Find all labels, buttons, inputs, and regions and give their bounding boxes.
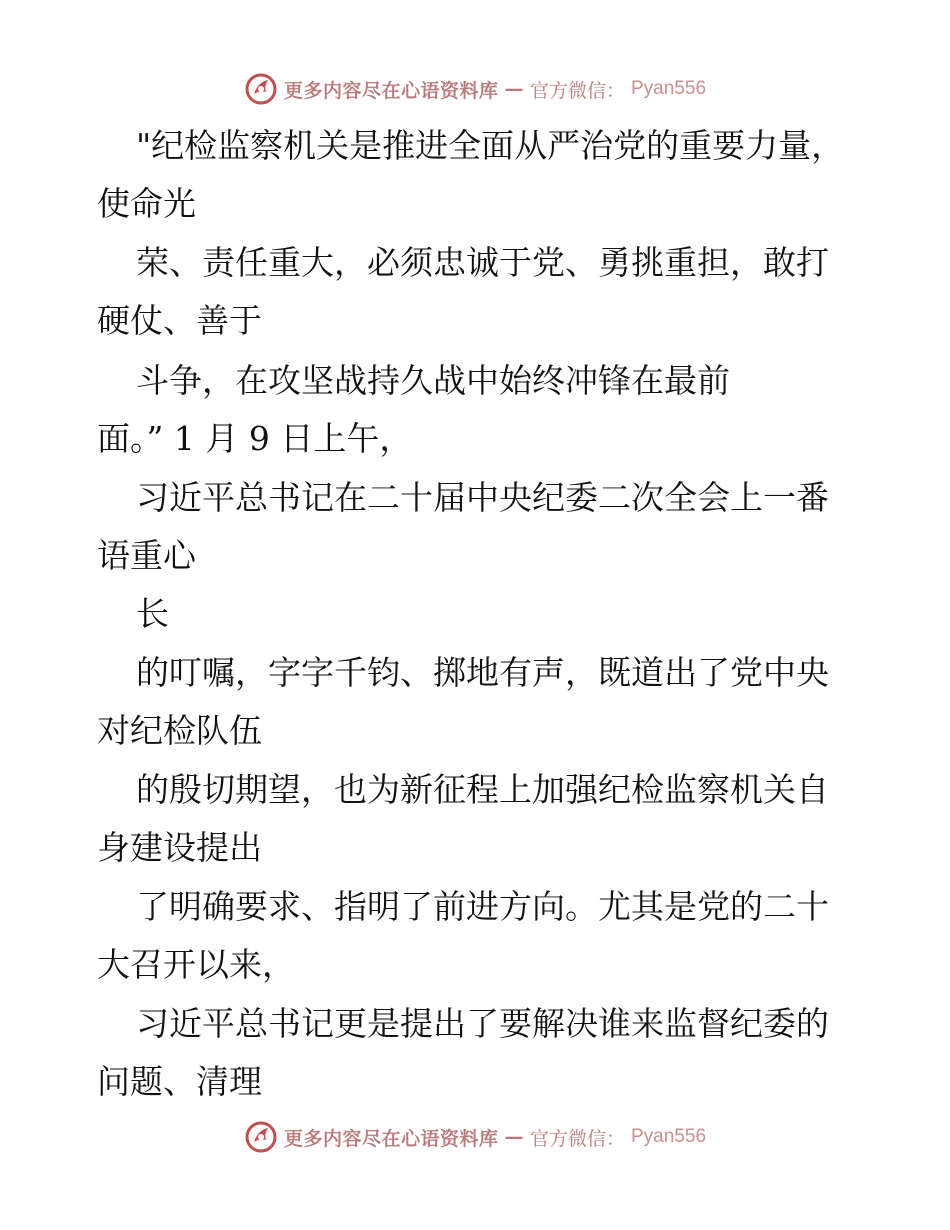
footer-wechat-id: Pyan556 — [631, 1126, 707, 1147]
header-wechat-label: 官方微信： — [529, 79, 625, 102]
text-line: 硬仗、善于 — [97, 301, 262, 340]
footer-banner-content — [244, 1120, 706, 1154]
text-line: 了明确要求、指明了前进方向。尤其是党的二十 — [136, 887, 829, 926]
brand-logo-icon — [244, 1120, 278, 1154]
text-line: 使命光 — [97, 184, 196, 223]
footer-wechat-label: 官方微信： — [529, 1127, 625, 1150]
brand-logo-icon — [244, 72, 278, 106]
header-dash: — — [504, 78, 524, 100]
header-brand-text: 更多内容尽在心语资料库 — [283, 79, 499, 102]
text-line: 习近平总书记在二十届中央纪委二次全会上一番 — [136, 478, 829, 517]
text-line: 身建设提出 — [97, 828, 262, 867]
text-line: 大召开以来， — [97, 945, 295, 984]
footer-banner — [0, 1120, 950, 1160]
text-line: "纪检监察机关是推进全面从严治党的重要力量， — [136, 126, 845, 165]
text-line: 长 — [136, 594, 169, 633]
text-line: 习近平总书记更是提出了要解决谁来监督纪委的 — [136, 1004, 829, 1043]
text-line: 对纪检队伍 — [97, 711, 262, 750]
header-banner — [0, 72, 950, 112]
header-wechat-id: Pyan556 — [631, 78, 707, 99]
footer-brand-text: 更多内容尽在心语资料库 — [283, 1127, 499, 1150]
footer-dash: — — [504, 1126, 524, 1148]
text-line: 的殷切期望，也为新征程上加强纪检监察机关自 — [136, 770, 829, 809]
text-line: 的叮嘱，字字千钧、掷地有声，既道出了党中央 — [136, 653, 829, 692]
text-line: 荣、责任重大，必须忠诚于党、勇挑重担，敢打 — [136, 243, 829, 282]
header-banner-content — [244, 72, 706, 106]
text-line: 斗争，在攻坚战持久战中始终冲锋在最前 — [136, 361, 730, 400]
text-line: 问题、清理 — [97, 1062, 262, 1101]
text-line: 面。” 1 月 9 日上午， — [97, 419, 413, 458]
text-line: 语重心 — [97, 536, 196, 575]
